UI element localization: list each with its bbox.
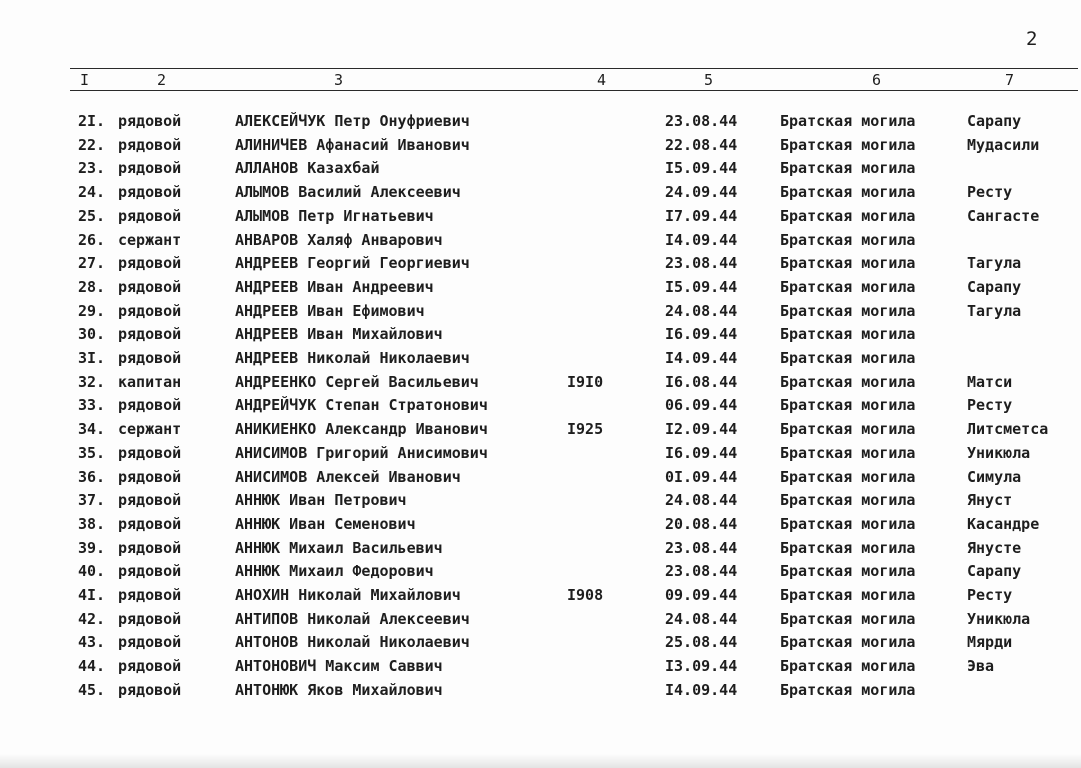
record-number: 42. — [78, 609, 106, 628]
table-row — [0, 442, 1081, 466]
record-death-date: I6.09.44 — [665, 325, 738, 344]
record-place: Ресту — [967, 396, 1013, 415]
scan-shadow — [0, 754, 1081, 768]
record-death-date: 23.08.44 — [665, 254, 738, 273]
record-death-date: 23.08.44 — [665, 538, 738, 557]
table-row — [0, 323, 1081, 347]
record-rank: рядовой — [118, 538, 182, 557]
column-header-5: 5 — [704, 71, 714, 89]
table-row — [0, 418, 1081, 442]
record-place: Касандре — [967, 514, 1040, 533]
record-name: АНИСИМОВ Алексей Иванович — [235, 467, 461, 486]
record-burial: Братская могила — [780, 112, 916, 130]
record-burial: Братская могила — [780, 680, 916, 699]
record-rank: рядовой — [118, 657, 182, 676]
record-death-date: 22.08.44 — [665, 135, 738, 154]
table-row — [0, 157, 1081, 181]
record-place: Сангасте — [967, 206, 1040, 225]
record-name: АНДРЕЕВ Иван Михайлович — [235, 325, 443, 344]
record-place: Уникюла — [967, 609, 1031, 628]
record-death-date: 06.09.44 — [665, 396, 738, 415]
record-number: 39. — [78, 538, 106, 557]
record-burial: Братская могила — [780, 514, 916, 533]
record-number: 24. — [78, 183, 106, 202]
record-rank: рядовой — [118, 562, 182, 581]
record-burial: Братская могила — [780, 491, 916, 510]
record-burial: Братская могила — [780, 159, 916, 178]
record-burial: Братская могила — [780, 325, 916, 344]
record-rank: рядовой — [118, 301, 182, 320]
record-rank: рядовой — [118, 633, 182, 652]
table-row — [0, 181, 1081, 205]
record-place: Януст — [967, 491, 1013, 510]
record-place: Тагула — [967, 301, 1022, 320]
table-row — [0, 394, 1081, 418]
record-number: 29. — [78, 301, 106, 320]
table-row — [0, 513, 1081, 537]
table-row — [0, 655, 1081, 679]
record-number: 34. — [78, 420, 106, 439]
column-header-6: 6 — [872, 71, 882, 89]
table-row — [0, 347, 1081, 371]
record-number: 22. — [78, 135, 106, 154]
record-number: 27. — [78, 254, 106, 273]
record-rank: рядовой — [118, 609, 182, 628]
record-place: Ресту — [967, 586, 1013, 604]
record-name: АННЮК Михаил Федорович — [235, 562, 434, 581]
record-number: 4I. — [78, 586, 106, 604]
record-name: АНДРЕЙЧУК Степан Стратонович — [235, 396, 488, 415]
record-name: АНТОНОВИЧ Максим Саввич — [235, 657, 443, 676]
record-name: АНДРЕЕВ Георгий Георгиевич — [235, 254, 470, 273]
record-place: Мудасили — [967, 135, 1040, 154]
record-burial: Братская могила — [780, 206, 916, 225]
column-header-4: 4 — [597, 71, 607, 89]
table-row — [0, 631, 1081, 655]
record-burial: Братская могила — [780, 657, 916, 676]
record-death-date: I6.08.44 — [665, 372, 738, 391]
table-row — [0, 537, 1081, 561]
table-row — [0, 560, 1081, 584]
record-death-date: I6.09.44 — [665, 443, 738, 462]
record-rank: рядовой — [118, 514, 182, 533]
record-number: 40. — [78, 562, 106, 581]
record-burial: Братская могила — [780, 254, 916, 273]
record-rank: рядовой — [118, 396, 182, 415]
table-row — [0, 371, 1081, 395]
record-burial: Братская могила — [780, 538, 916, 557]
record-burial: Братская могила — [780, 301, 916, 320]
table-row — [0, 489, 1081, 513]
table-row — [0, 300, 1081, 324]
record-name: АЛЕКСЕЙЧУК Петр Онуфриевич — [235, 112, 470, 130]
record-rank: рядовой — [118, 586, 182, 604]
record-rank: рядовой — [118, 206, 182, 225]
record-rank: капитан — [118, 372, 182, 391]
record-number: 3I. — [78, 349, 106, 367]
record-number: 43. — [78, 633, 106, 652]
table-row — [0, 276, 1081, 300]
column-header-1: I — [80, 71, 90, 89]
record-death-date: I7.09.44 — [665, 206, 738, 225]
record-death-date: I5.09.44 — [665, 277, 738, 296]
record-rank: рядовой — [118, 112, 182, 130]
record-name: АЛЛАНОВ Казахбай — [235, 159, 380, 178]
record-burial: Братская могила — [780, 277, 916, 296]
record-rank: сержант — [118, 420, 182, 439]
record-death-date: I5.09.44 — [665, 159, 738, 178]
record-number: 25. — [78, 206, 106, 225]
record-death-date: 24.08.44 — [665, 301, 738, 320]
record-name: АНДРЕЕВ Иван Ефимович — [235, 301, 425, 320]
record-name: АННЮК Иван Семенович — [235, 514, 416, 533]
record-name: АННЮК Михаил Васильевич — [235, 538, 443, 557]
record-place: Ресту — [967, 183, 1013, 202]
record-burial: Братская могила — [780, 372, 916, 391]
table-row — [0, 679, 1081, 703]
record-burial: Братская могила — [780, 586, 916, 604]
record-place: Уникюла — [967, 443, 1031, 462]
record-death-date: I3.09.44 — [665, 657, 738, 676]
table-row — [0, 252, 1081, 276]
record-death-date: 24.08.44 — [665, 609, 738, 628]
record-name: АНДРЕЕВ Николай Николаевич — [235, 349, 470, 367]
record-place: Сарапу — [967, 277, 1022, 296]
record-rank: рядовой — [118, 443, 182, 462]
record-birth-year: I9I0 — [567, 372, 604, 391]
record-name: АНВАРОВ Халяф Анварович — [235, 230, 443, 249]
record-death-date: 0I.09.44 — [665, 467, 738, 486]
record-rank: рядовой — [118, 254, 182, 273]
table-row — [0, 229, 1081, 253]
table-row — [0, 608, 1081, 632]
column-header-7: 7 — [1005, 71, 1015, 89]
table-row — [0, 205, 1081, 229]
record-name: АНИСИМОВ Григорий Анисимович — [235, 443, 488, 462]
record-place: Матси — [967, 372, 1013, 391]
record-burial: Братская могила — [780, 230, 916, 249]
record-place: Янусте — [967, 538, 1022, 557]
record-death-date: 09.09.44 — [665, 586, 738, 604]
record-death-date: I2.09.44 — [665, 420, 738, 439]
record-place: Мярди — [967, 633, 1013, 652]
record-death-date: 20.08.44 — [665, 514, 738, 533]
record-death-date: 24.09.44 — [665, 183, 738, 202]
record-burial: Братская могила — [780, 349, 916, 367]
record-burial: Братская могила — [780, 420, 916, 439]
record-burial: Братская могила — [780, 467, 916, 486]
table-row — [0, 110, 1081, 134]
record-number: 36. — [78, 467, 106, 486]
record-name: АНДРЕЕНКО Сергей Васильевич — [235, 372, 479, 391]
header-top-rule — [70, 68, 1078, 69]
record-name: АНТИПОВ Николай Алексеевич — [235, 609, 470, 628]
record-rank: рядовой — [118, 680, 182, 699]
record-place: Эва — [967, 657, 995, 676]
column-header-3: 3 — [334, 71, 344, 89]
record-rank: рядовой — [118, 135, 182, 154]
record-rank: рядовой — [118, 349, 182, 367]
record-rank: сержант — [118, 230, 182, 249]
header-bottom-rule — [70, 90, 1078, 91]
record-birth-year: I925 — [567, 420, 604, 439]
record-number: 38. — [78, 514, 106, 533]
record-burial: Братская могила — [780, 562, 916, 581]
record-rank: рядовой — [118, 277, 182, 296]
record-burial: Братская могила — [780, 443, 916, 462]
record-number: 2I. — [78, 112, 106, 130]
record-death-date: 25.08.44 — [665, 633, 738, 652]
record-rank: рядовой — [118, 183, 182, 202]
record-rank: рядовой — [118, 467, 182, 486]
table-row — [0, 134, 1081, 158]
record-rank: рядовой — [118, 491, 182, 510]
record-name: АЛЫМОВ Петр Игнатьевич — [235, 206, 434, 225]
record-death-date: I4.09.44 — [665, 230, 738, 249]
record-death-date: I4.09.44 — [665, 349, 738, 367]
record-number: 35. — [78, 443, 106, 462]
record-number: 26. — [78, 230, 106, 249]
record-number: 45. — [78, 680, 106, 699]
record-death-date: I4.09.44 — [665, 680, 738, 699]
record-place: Симула — [967, 467, 1022, 486]
record-burial: Братская могила — [780, 135, 916, 154]
record-number: 28. — [78, 277, 106, 296]
record-rank: рядовой — [118, 325, 182, 344]
record-place: Сарапу — [967, 562, 1022, 581]
record-number: 33. — [78, 396, 106, 415]
record-name: АНТОНОВ Николай Николаевич — [235, 633, 470, 652]
record-name: АНТОНЮК Яков Михайлович — [235, 680, 443, 699]
table-row — [0, 466, 1081, 490]
record-number: 23. — [78, 159, 106, 178]
record-name: АЛИНИЧЕВ Афанасий Иванович — [235, 135, 470, 154]
record-place: Сарапу — [967, 112, 1022, 130]
record-burial: Братская могила — [780, 396, 916, 415]
record-rank: рядовой — [118, 159, 182, 178]
record-name: АНИКИЕНКО Александр Иванович — [235, 420, 488, 439]
record-number: 44. — [78, 657, 106, 676]
record-name: АНОХИН Николай Михайлович — [235, 586, 461, 604]
record-number: 30. — [78, 325, 106, 344]
record-place: Литсметса — [967, 420, 1049, 439]
record-number: 32. — [78, 372, 106, 391]
record-burial: Братская могила — [780, 633, 916, 652]
record-burial: Братская могила — [780, 183, 916, 202]
record-name: АЛЫМОВ Василий Алексеевич — [235, 183, 461, 202]
record-name: АННЮК Иван Петрович — [235, 491, 407, 510]
record-name: АНДРЕЕВ Иван Андреевич — [235, 277, 434, 296]
record-death-date: 23.08.44 — [665, 562, 738, 581]
column-header-2: 2 — [157, 71, 167, 89]
table-row — [0, 584, 1081, 608]
record-birth-year: I908 — [567, 586, 604, 604]
record-number: 37. — [78, 491, 106, 510]
page-number: 2 — [1026, 28, 1038, 50]
record-place: Тагула — [967, 254, 1022, 273]
record-burial: Братская могила — [780, 609, 916, 628]
record-death-date: 24.08.44 — [665, 491, 738, 510]
record-death-date: 23.08.44 — [665, 112, 738, 130]
